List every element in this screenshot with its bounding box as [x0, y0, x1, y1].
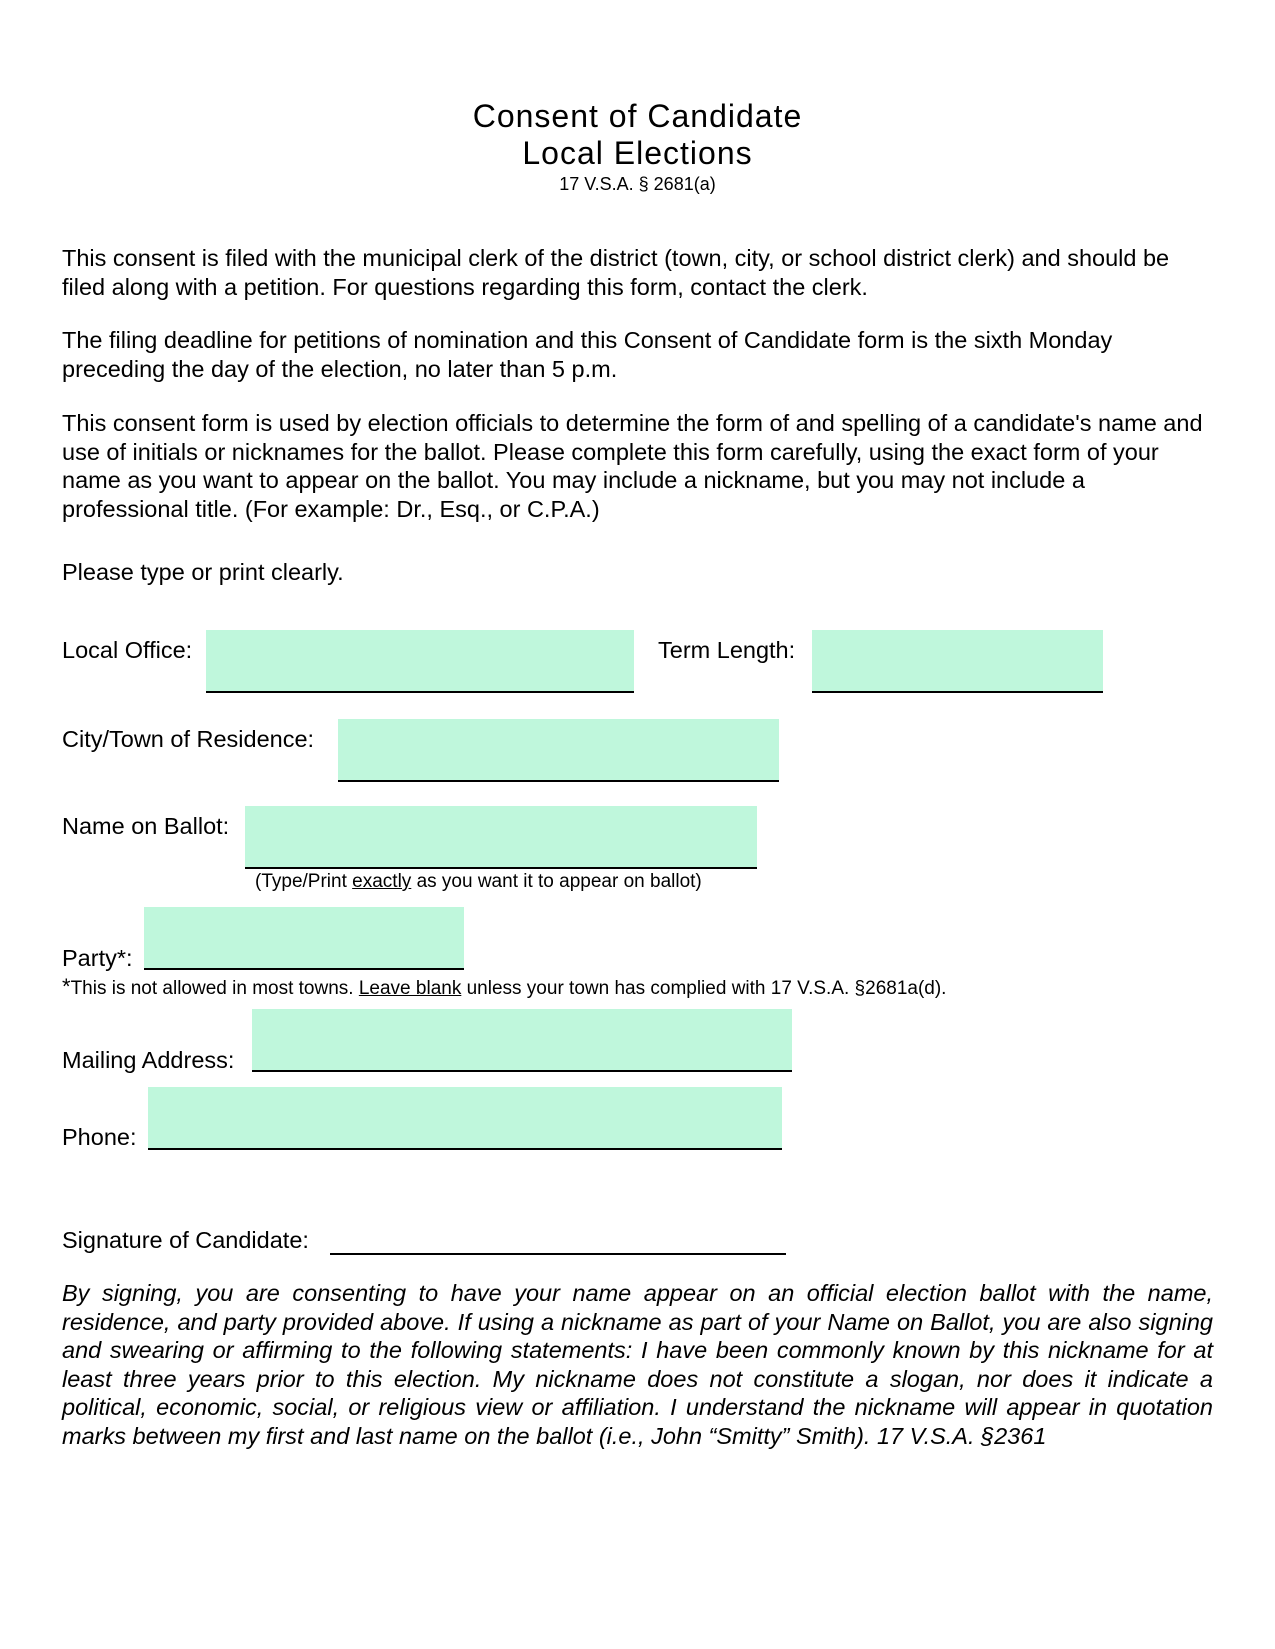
signature-line[interactable]: [330, 1251, 786, 1255]
local-office-label: Local Office:: [62, 637, 193, 663]
phone-field[interactable]: [148, 1087, 782, 1150]
mailing-address-field[interactable]: [252, 1009, 792, 1072]
print-instruction: Please type or print clearly.: [62, 559, 344, 585]
mailing-address-label: Mailing Address:: [62, 1047, 235, 1073]
ballot-name-label: Name on Ballot:: [62, 813, 230, 839]
party-label: Party*:: [62, 945, 133, 971]
form-title: Consent of Candidate: [472, 98, 803, 134]
statute-citation: 17 V.S.A. § 2681(a): [559, 174, 716, 194]
intro-paragraph-3: This consent form is used by election officials to determine the form of and spelling of a candidate's name and use of initials or nicknames for the ballot. Please complete this form carefully, using the exact form of your name as you want to appear on the ballot. You may include a nickname, but you may not include a professional title. (For example: Dr., Esq., or C.P.A.): [62, 410, 1203, 522]
phone-label: Phone:: [62, 1124, 137, 1150]
intro-paragraph-1: This consent is filed with the municipal clerk of the district (town, city, or school district clerk) and should be filed along with a petition. For questions regarding this form, contact the clerk.: [62, 245, 1170, 300]
residence-label: City/Town of Residence:: [62, 726, 315, 752]
signature-label: Signature of Candidate:: [62, 1227, 309, 1253]
ballot-name-hint: (Type/Print exactly as you want it to appear on ballot): [255, 871, 702, 892]
form-subtitle: Local Elections: [522, 135, 753, 171]
term-length-field[interactable]: [812, 630, 1103, 693]
party-field[interactable]: [144, 907, 464, 970]
party-footnote: *This is not allowed in most towns. Leave blank unless your town has complied with 17 V.S.A. §2681a(d).: [62, 974, 947, 999]
term-length-label: Term Length:: [658, 637, 796, 663]
local-office-field[interactable]: [206, 630, 634, 693]
residence-field[interactable]: [338, 719, 779, 782]
affirmation-statement: By signing, you are consenting to have your name appear on an official election ballot with the name, residence, and party provided above. If using a nickname as part of your Name on Ballot, you are also signing and swearing or affirming to the following statements: I have been commonly known by this nickname for at least three years prior to this election. My nickname does not constitute a slogan, nor does it indicate a political, economic, social, or religious view or affiliation. I understand the nickname will appear in quotation marks between my first and last name on the ballot (i.e., John “Smitty” Smith). 17 V.S.A. §2361: [62, 1280, 1213, 1449]
intro-paragraph-2: The filing deadline for petitions of nomination and this Consent of Candidate form is the sixth Monday preceding the day of the election, no later than 5 p.m.: [62, 327, 1113, 382]
ballot-name-field[interactable]: [245, 806, 757, 869]
